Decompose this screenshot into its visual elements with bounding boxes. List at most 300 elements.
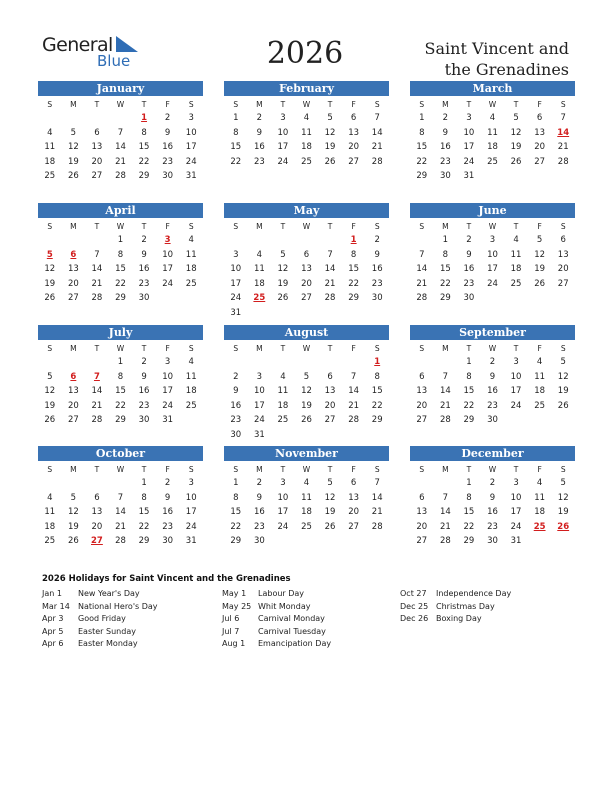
weekday-label: T [94, 100, 100, 109]
day-cell: 3 [280, 113, 286, 123]
day-cell: 23 [439, 156, 451, 167]
day-cell: 10 [487, 249, 498, 260]
day-cell: 7 [442, 371, 449, 382]
day-cell: 10 [510, 492, 522, 503]
holiday-entry [42, 601, 158, 614]
month-day-grid [224, 218, 389, 321]
day-cell: 12 [67, 507, 79, 518]
day-cell: 31 [162, 415, 174, 426]
month-june [410, 203, 575, 306]
day-cell: 7 [94, 249, 100, 260]
month-april [38, 203, 203, 306]
day-cell: 27 [67, 293, 79, 304]
day-cell: 3 [188, 478, 194, 488]
day-cell: 11 [534, 492, 546, 503]
day-cell: 8 [117, 371, 124, 382]
holiday-column [222, 588, 331, 651]
holiday-entry [42, 588, 158, 601]
weekday-label: S [188, 465, 194, 474]
day-cell: 12 [557, 371, 569, 382]
weekday-label: W [488, 222, 497, 231]
empty-day-cell [62, 111, 86, 126]
day-cell: 29 [463, 536, 475, 547]
day-cell: 23 [230, 415, 242, 426]
day-cell: 30 [138, 293, 150, 304]
day-cell: 8 [374, 371, 380, 382]
day-cell: 24 [185, 156, 197, 167]
day-cell: 22 [439, 278, 451, 289]
day-cell: 14 [416, 264, 428, 275]
weekday-label: F [165, 222, 170, 231]
holiday-date: Oct 27 [400, 589, 427, 598]
day-cell: 28 [371, 156, 383, 167]
day-cell: 12 [324, 127, 336, 138]
day-cell: 21 [439, 521, 451, 532]
day-cell: 11 [510, 249, 522, 260]
day-cell: 16 [463, 264, 475, 275]
general-blue-logo [42, 34, 142, 74]
day-cell: 1 [233, 478, 239, 488]
day-cell: 22 [138, 156, 150, 167]
holiday-day-cell: 1 [374, 357, 381, 367]
day-cell: 18 [44, 156, 56, 167]
day-cell: 4 [536, 478, 543, 488]
day-cell: 2 [141, 357, 147, 367]
weekday-label: W [302, 465, 311, 474]
day-cell: 12 [324, 492, 336, 503]
month-title: April [38, 203, 203, 218]
day-cell: 27 [416, 536, 428, 547]
day-cell: 8 [442, 249, 449, 260]
day-cell: 15 [439, 264, 451, 275]
day-cell: 6 [536, 113, 543, 123]
day-cell: 20 [324, 400, 336, 411]
day-cell: 2 [164, 113, 171, 123]
day-cell: 21 [115, 521, 126, 532]
logo-flag-icon [116, 36, 138, 52]
day-cell: 19 [557, 386, 569, 397]
weekday-label: S [233, 222, 239, 231]
weekday-label: S [374, 100, 380, 109]
day-cell: 22 [230, 156, 242, 167]
holiday-name: Easter Sunday [78, 626, 136, 636]
day-cell: 28 [439, 415, 451, 426]
day-cell: 10 [185, 127, 197, 138]
day-cell: 29 [138, 536, 150, 547]
day-cell: 5 [280, 249, 286, 260]
holiday-day-cell: 1 [350, 235, 357, 245]
day-cell: 2 [141, 235, 147, 245]
holiday-date: Dec 25 [400, 601, 429, 611]
day-cell: 13 [416, 507, 428, 518]
day-cell: 1 [141, 478, 147, 488]
month-title: February [224, 81, 389, 96]
holiday-columns [42, 588, 582, 658]
empty-day-cell [410, 476, 434, 491]
month-title: October [38, 446, 203, 461]
day-cell: 30 [230, 429, 242, 440]
day-cell: 11 [253, 264, 265, 275]
day-cell: 28 [348, 415, 360, 426]
weekday-label: S [560, 465, 566, 474]
day-cell: 8 [233, 492, 239, 503]
day-cell: 27 [348, 156, 360, 167]
empty-day-cell [434, 355, 458, 370]
holiday-day-cell: 7 [93, 371, 100, 382]
day-cell: 30 [162, 536, 174, 547]
empty-day-cell [271, 233, 295, 248]
weekday-label: T [327, 100, 333, 109]
day-cell: 23 [162, 156, 174, 167]
day-cell: 29 [416, 171, 428, 182]
day-cell: 6 [419, 492, 425, 503]
day-cell: 29 [348, 293, 360, 304]
day-cell: 17 [162, 264, 174, 275]
weekday-label: S [188, 344, 194, 353]
day-cell: 31 [185, 536, 197, 547]
day-cell: 31 [185, 171, 197, 182]
holiday-date: Dec 26 [400, 614, 429, 624]
day-cell: 27 [91, 171, 103, 182]
day-cell: 11 [534, 371, 546, 382]
day-cell: 22 [371, 400, 383, 411]
weekday-label: S [419, 222, 425, 231]
month-day-grid [410, 218, 575, 306]
day-cell: 23 [487, 521, 498, 532]
day-cell: 18 [510, 264, 522, 275]
day-cell: 28 [115, 171, 126, 182]
day-cell: 13 [301, 264, 312, 275]
day-cell: 27 [416, 415, 428, 426]
day-cell: 4 [47, 127, 53, 138]
day-cell: 10 [253, 386, 265, 397]
weekday-label: S [233, 344, 239, 353]
day-cell: 18 [487, 142, 498, 153]
empty-day-cell [85, 233, 109, 248]
day-cell: 6 [327, 371, 333, 382]
empty-day-cell [109, 476, 133, 491]
day-cell: 27 [301, 293, 312, 304]
holiday-name: Carnival Tuesday [258, 626, 326, 636]
day-cell: 21 [91, 400, 103, 411]
day-cell: 16 [162, 142, 174, 153]
day-cell: 15 [348, 264, 360, 275]
holiday-entry [222, 601, 331, 614]
month-title: August [224, 325, 389, 340]
holiday-day-cell: 25 [533, 521, 546, 532]
holiday-name: Independence Day [436, 589, 512, 598]
day-cell: 19 [301, 400, 312, 411]
day-cell: 24 [487, 278, 498, 289]
day-cell: 7 [560, 113, 566, 123]
day-cell: 13 [67, 386, 79, 397]
weekday-label: T [141, 222, 147, 231]
day-cell: 22 [463, 400, 475, 411]
day-cell: 9 [141, 249, 147, 260]
weekday-label: T [327, 344, 333, 353]
weekday-label: F [537, 344, 542, 353]
day-cell: 11 [277, 386, 289, 397]
day-cell: 21 [416, 278, 428, 289]
weekday-label: T [141, 465, 147, 474]
day-cell: 8 [350, 249, 357, 260]
day-cell: 17 [277, 507, 289, 518]
day-cell: 19 [44, 278, 56, 289]
day-cell: 7 [117, 127, 124, 138]
weekday-label: T [94, 222, 100, 231]
day-cell: 19 [67, 156, 79, 167]
day-cell: 13 [416, 386, 428, 397]
weekday-label: S [47, 222, 53, 231]
holiday-day-cell: 6 [70, 249, 77, 260]
day-cell: 17 [185, 142, 197, 153]
day-cell: 18 [44, 521, 56, 532]
holiday-name: Labour Day [258, 589, 305, 598]
day-cell: 28 [115, 536, 126, 547]
day-cell: 20 [348, 142, 360, 153]
day-cell: 24 [463, 156, 475, 167]
day-cell: 12 [44, 264, 56, 275]
weekday-label: T [466, 344, 472, 353]
day-cell: 5 [327, 113, 333, 123]
day-cell: 17 [230, 278, 242, 289]
empty-day-cell [271, 355, 295, 370]
weekday-label: M [256, 100, 263, 109]
holiday-day-cell: 6 [70, 371, 77, 382]
day-cell: 10 [162, 371, 174, 382]
day-cell: 30 [463, 293, 475, 304]
day-cell: 17 [510, 507, 522, 518]
day-cell: 4 [188, 357, 194, 367]
day-cell: 9 [141, 371, 147, 382]
month-title: November [224, 446, 389, 461]
day-cell: 15 [463, 507, 475, 518]
weekday-label: S [188, 100, 194, 109]
weekday-label: M [256, 222, 263, 231]
day-cell: 24 [230, 293, 242, 304]
day-cell: 20 [67, 400, 79, 411]
weekday-label: M [70, 344, 77, 353]
day-cell: 7 [374, 113, 380, 123]
weekday-label: T [94, 344, 100, 353]
day-cell: 5 [70, 127, 77, 138]
day-cell: 20 [91, 156, 103, 167]
day-cell: 9 [233, 386, 239, 397]
weekday-label: W [116, 465, 125, 474]
month-title: March [410, 81, 575, 96]
day-cell: 20 [348, 507, 360, 518]
weekday-label: W [116, 222, 125, 231]
empty-day-cell [224, 233, 248, 248]
day-cell: 22 [348, 278, 360, 289]
day-cell: 24 [185, 521, 197, 532]
day-cell: 24 [277, 156, 289, 167]
day-cell: 10 [230, 264, 242, 275]
day-cell: 17 [253, 400, 265, 411]
day-cell: 3 [513, 478, 519, 488]
weekday-label: S [188, 222, 194, 231]
day-cell: 16 [230, 400, 242, 411]
day-cell: 12 [510, 127, 522, 138]
day-cell: 25 [44, 536, 56, 547]
weekday-label: F [351, 222, 356, 231]
empty-day-cell [109, 111, 133, 126]
day-cell: 8 [233, 127, 239, 138]
weekday-label: S [374, 344, 380, 353]
day-cell: 15 [230, 507, 242, 518]
day-cell: 10 [277, 492, 289, 503]
day-cell: 18 [301, 507, 312, 518]
day-cell: 21 [324, 278, 336, 289]
month-day-grid [38, 461, 203, 549]
weekday-label: M [70, 465, 77, 474]
day-cell: 15 [416, 142, 428, 153]
day-cell: 24 [277, 521, 289, 532]
weekday-label: M [442, 465, 449, 474]
day-cell: 11 [301, 492, 312, 503]
day-cell: 14 [371, 127, 383, 138]
weekday-label: M [70, 222, 77, 231]
weekday-label: T [466, 100, 472, 109]
day-cell: 1 [233, 113, 239, 123]
month-march [410, 81, 575, 184]
day-cell: 28 [557, 156, 569, 167]
weekday-label: T [280, 222, 286, 231]
day-cell: 27 [534, 156, 546, 167]
day-cell: 17 [487, 264, 498, 275]
day-cell: 4 [513, 235, 519, 245]
month-title: July [38, 325, 203, 340]
empty-day-cell [295, 355, 319, 370]
day-cell: 12 [277, 264, 289, 275]
day-cell: 1 [419, 113, 425, 123]
day-cell: 5 [560, 357, 566, 367]
day-cell: 29 [371, 415, 383, 426]
weekday-label: T [280, 100, 286, 109]
weekday-label: M [70, 100, 77, 109]
country-title [369, 38, 569, 80]
day-cell: 15 [138, 507, 150, 518]
holiday-day-cell: 1 [141, 113, 148, 123]
day-cell: 6 [350, 113, 357, 123]
holiday-date: May 1 [222, 589, 247, 598]
day-cell: 20 [416, 400, 428, 411]
day-cell: 23 [162, 521, 174, 532]
day-cell: 11 [185, 249, 197, 260]
day-cell: 2 [164, 478, 171, 488]
month-february [224, 81, 389, 169]
day-cell: 23 [253, 156, 265, 167]
day-cell: 30 [439, 171, 451, 182]
holiday-day-cell: 3 [164, 235, 171, 245]
month-day-grid [38, 340, 203, 428]
day-cell: 14 [371, 492, 383, 503]
day-cell: 10 [185, 492, 197, 503]
weekday-label: W [488, 100, 497, 109]
holiday-entry [42, 626, 158, 639]
weekday-label: T [280, 344, 286, 353]
month-day-grid [410, 340, 575, 428]
day-cell: 3 [188, 113, 194, 123]
weekday-label: T [141, 100, 147, 109]
weekday-label: S [419, 100, 425, 109]
day-cell: 23 [138, 278, 150, 289]
weekday-label: S [47, 344, 53, 353]
day-cell: 10 [463, 127, 475, 138]
day-cell: 9 [466, 249, 472, 260]
day-cell: 18 [534, 386, 546, 397]
day-cell: 13 [557, 249, 569, 260]
holiday-entry [222, 638, 331, 651]
day-cell: 7 [117, 492, 124, 503]
day-cell: 21 [91, 278, 103, 289]
day-cell: 4 [303, 113, 310, 123]
day-cell: 1 [466, 478, 472, 488]
day-cell: 1 [466, 357, 472, 367]
day-cell: 15 [115, 264, 126, 275]
holiday-entry [222, 626, 331, 639]
day-cell: 9 [256, 492, 263, 503]
holiday-entry [400, 613, 511, 626]
day-cell: 22 [230, 521, 242, 532]
month-title: June [410, 203, 575, 218]
empty-day-cell [38, 355, 62, 370]
day-cell: 9 [442, 127, 449, 138]
day-cell: 21 [371, 507, 383, 518]
weekday-label: S [47, 465, 53, 474]
day-cell: 18 [185, 386, 197, 397]
day-cell: 19 [277, 278, 289, 289]
day-cell: 5 [303, 371, 310, 382]
day-cell: 9 [164, 492, 171, 503]
holiday-date: Mar 14 [42, 601, 70, 611]
day-cell: 3 [233, 249, 239, 260]
holiday-date: Apr 5 [42, 626, 64, 636]
day-cell: 16 [253, 507, 265, 518]
day-cell: 11 [44, 142, 56, 153]
day-cell: 10 [162, 249, 174, 260]
month-day-grid [38, 96, 203, 184]
day-cell: 30 [487, 536, 498, 547]
weekday-label: S [560, 100, 566, 109]
day-cell: 13 [348, 492, 360, 503]
holiday-date: May 25 [222, 601, 252, 611]
day-cell: 5 [70, 492, 77, 503]
weekday-label: F [351, 344, 356, 353]
day-cell: 25 [185, 278, 197, 289]
day-cell: 27 [557, 278, 569, 289]
weekday-label: M [442, 222, 449, 231]
day-cell: 20 [67, 278, 79, 289]
day-cell: 16 [439, 142, 451, 153]
day-cell: 1 [442, 235, 449, 245]
holiday-list [42, 574, 582, 658]
day-cell: 29 [115, 415, 126, 426]
country-line-1: Saint Vincent and [424, 39, 569, 58]
empty-day-cell [342, 355, 366, 370]
day-cell: 24 [253, 415, 265, 426]
day-cell: 17 [510, 386, 522, 397]
day-cell: 5 [47, 371, 53, 382]
day-cell: 2 [256, 478, 263, 488]
weekday-label: W [488, 344, 497, 353]
holiday-name: New Year's Day [78, 589, 140, 598]
weekday-label: T [327, 222, 333, 231]
day-cell: 12 [534, 249, 546, 260]
month-day-grid [410, 96, 575, 184]
day-cell: 16 [487, 507, 498, 518]
empty-day-cell [85, 355, 109, 370]
